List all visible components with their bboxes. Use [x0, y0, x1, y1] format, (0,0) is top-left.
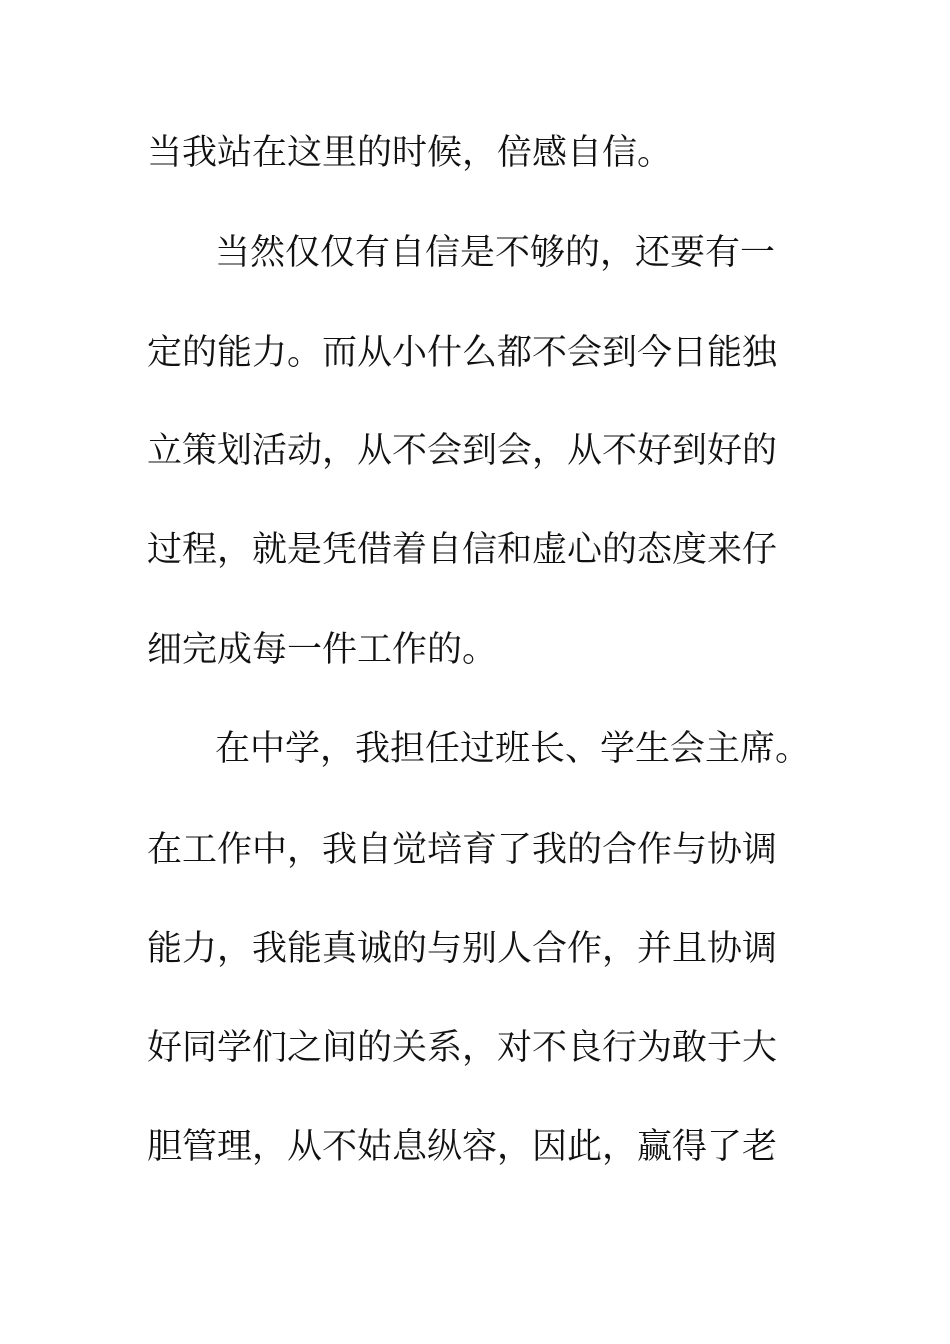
text-line: 当我站在这里的时候，倍感自信。: [147, 133, 673, 173]
text-line: 在工作中，我自觉培育了我的合作与协调: [147, 830, 778, 870]
paragraph-start-line: 在中学，我担任过班长、学生会主席。: [215, 729, 811, 769]
text-line: 过程，就是凭借着自信和虚心的态度来仔: [147, 530, 778, 570]
text-line: 立策划活动，从不会到会，从不好到好的: [147, 431, 778, 471]
text-line: 能力，我能真诚的与别人合作，并且协调: [147, 929, 778, 969]
text-line: 细完成每一件工作的。: [147, 630, 498, 670]
text-line: 定的能力。而从小什么都不会到今日能独: [147, 333, 778, 373]
text-line: 好同学们之间的关系，对不良行为敢于大: [147, 1028, 778, 1068]
text-line: 胆管理，从不姑息纵容，因此，赢得了老: [147, 1127, 778, 1167]
paragraph-start-line: 当然仅仅有自信是不够的，还要有一: [215, 233, 776, 273]
